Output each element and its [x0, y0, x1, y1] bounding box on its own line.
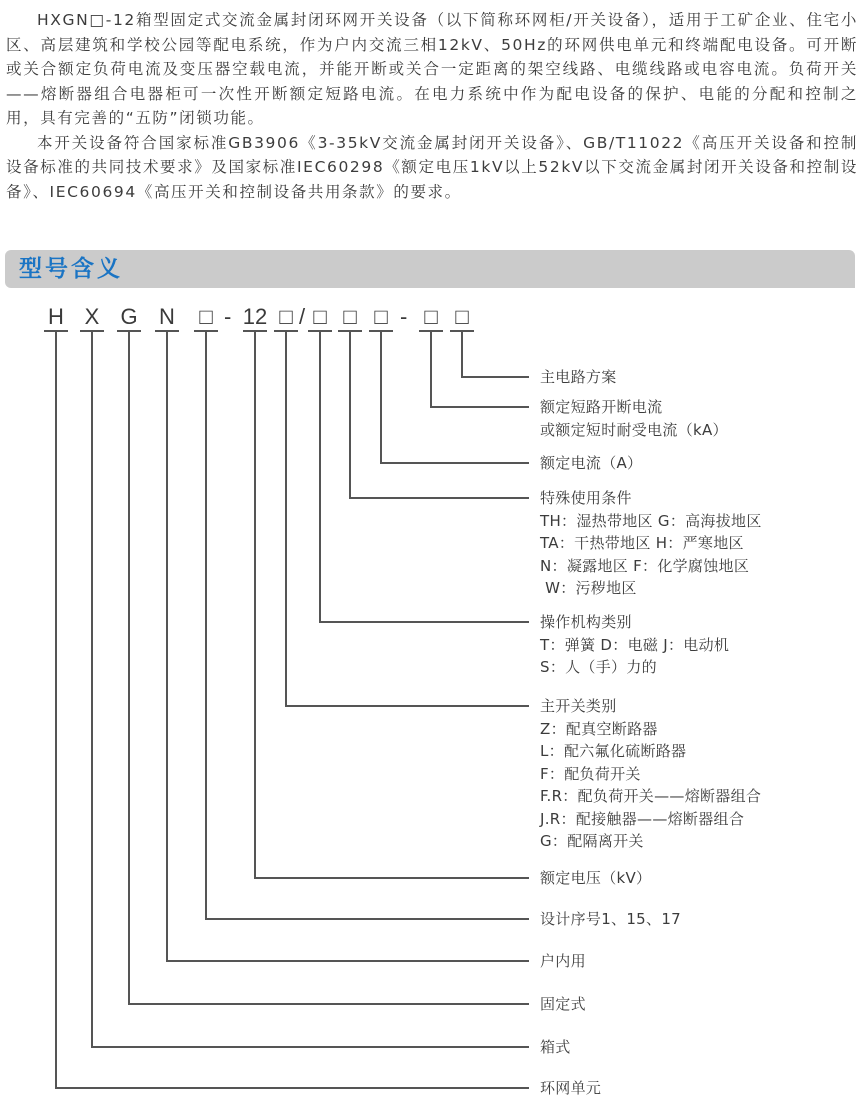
intro-paragraph-1: HXGN□-12箱型固定式交流金属封闭环网开关设备（以下简称环网柜/开关设备），适用于工矿企业、住宅小区、高层建筑和学校公园等配电系统，作为户内交流三相12kV、50Hz的环网供电单元和终端配电设备。可开断或关合额定负荷电流及变压器空载电流，并能开断或关合一定距离的架空线路、电缆线路或电容电流。负荷开关——熔断器组合电器柜可一次性开断额定短路电流。在电力系统中作为配电设备的保护、电能的分配和控制之用，具有完善的“五防”闭锁功能。 — [6, 11, 858, 127]
code-sep-dash-2: - — [400, 304, 408, 329]
code-char-voltage: 12 — [242, 304, 268, 329]
code-char-n: N — [159, 304, 175, 329]
connector-line — [430, 406, 529, 408]
connector-line — [430, 331, 432, 407]
code-char-x: X — [84, 304, 100, 329]
legend-design-serial: 设计序号1、15、17 — [540, 910, 682, 928]
code-char-h: H — [48, 304, 64, 329]
legend-short-circuit-current: 额定短路开断电流 或额定短时耐受电流（kA） — [540, 398, 728, 439]
code-char-special-condition: □ — [343, 304, 357, 329]
connector-line — [91, 1046, 529, 1048]
legend-rated-voltage: 额定电压（kV） — [540, 869, 652, 887]
code-char-scheme: □ — [455, 304, 469, 329]
connector-line — [380, 331, 382, 463]
legend-operating-mechanism: 操作机构类别 T：弹簧 D：电磁 J：电动机 S：人（手）力的 — [540, 613, 730, 676]
legend-main-circuit-scheme: 主电路方案 — [540, 368, 617, 386]
code-char-short-circuit: □ — [424, 304, 438, 329]
legend-ring-main-unit: 环网单元 — [540, 1079, 602, 1097]
code-char-g: G — [120, 304, 138, 329]
connector-line — [128, 331, 130, 1004]
connector-line — [349, 331, 351, 498]
connector-line — [205, 331, 207, 919]
legend-main-switch-type: 主开关类别 Z：配真空断路器 L：配六氟化硫断路器 F：配负荷开关 F.R：配负荷开关——熔断器组合 J.R：配接触器——熔断器组合 G：配隔离开关 — [540, 697, 762, 850]
connector-line — [461, 331, 463, 377]
connector-line — [55, 1087, 529, 1089]
intro-paragraph-2: 本开关设备符合国家标准GB3906《3-35kV交流金属封闭开关设备》、GB/T11022《高压开关设备和控制设备标准的共同技术要求》及国家标准IEC60298《额定电压1kV以上52kV以下交流金属封闭开关设备和控制设备》、IEC60694《高压开关和控制设备共用条款》的要求。 — [6, 133, 858, 201]
legend-indoor-use: 户内用 — [540, 952, 586, 970]
connector-line — [205, 918, 529, 920]
connector-line — [285, 331, 287, 706]
connector-line — [254, 331, 256, 878]
connector-line — [380, 462, 529, 464]
connector-line — [319, 331, 321, 622]
section-title: 型号含义 — [19, 256, 123, 282]
connector-line — [55, 331, 57, 1088]
code-char-switch-type: □ — [279, 304, 293, 329]
connector-line — [254, 877, 529, 879]
code-char-mechanism: □ — [313, 304, 327, 329]
connector-line — [91, 331, 93, 1047]
code-char-rated-current: □ — [374, 304, 388, 329]
code-sep-dash-1: - — [224, 304, 232, 329]
connector-line — [461, 376, 529, 378]
legend-fixed-type: 固定式 — [540, 995, 586, 1013]
legend-rated-current: 额定电流（A） — [540, 454, 643, 472]
connector-line — [349, 497, 529, 499]
connector-line — [166, 960, 529, 962]
legend-special-conditions: 特殊使用条件 TH：湿热带地区 G：高海拔地区 TA：干热带地区 H：严寒地区 N：凝露地区 F：化学腐蚀地区 W：污秽地区 — [540, 489, 762, 597]
legend-box-type: 箱式 — [540, 1038, 571, 1056]
connector-line — [128, 1003, 529, 1005]
connector-line — [285, 705, 529, 707]
connector-line — [166, 331, 168, 961]
code-char-design-no: □ — [199, 304, 213, 329]
code-sep-slash: / — [299, 304, 306, 329]
connector-line — [319, 621, 529, 623]
